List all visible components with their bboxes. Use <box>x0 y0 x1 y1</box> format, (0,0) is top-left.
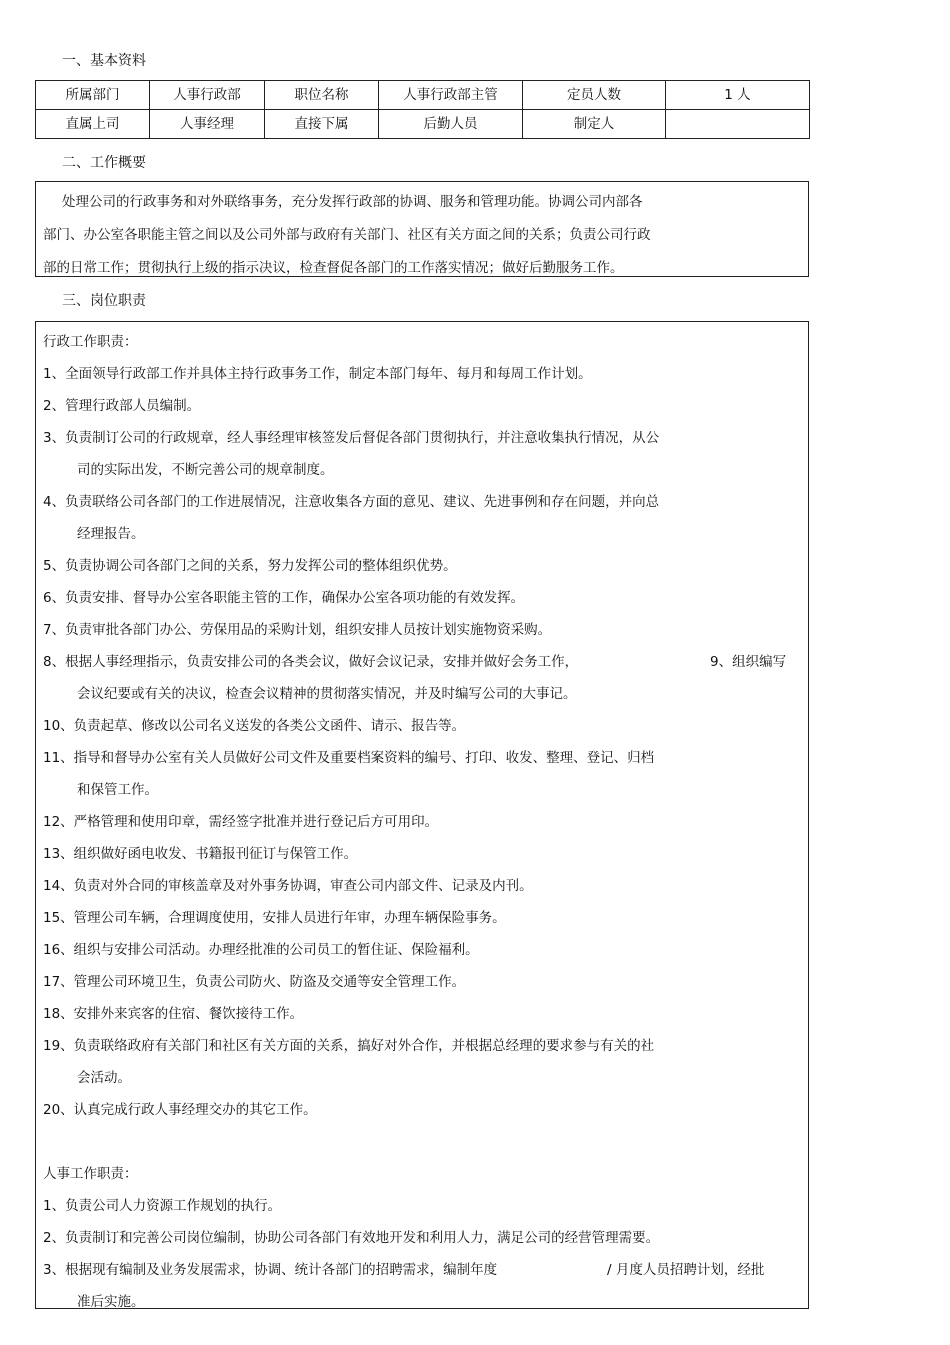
duty-item: 4、负责联络公司各部门的工作进展情况，注意收集各方面的意见、建议、先进事例和存在问题，并向总 <box>43 494 660 510</box>
duty-item: 17、管理公司环境卫生，负责公司防火、防盗及交通等安全管理工作。 <box>43 974 466 990</box>
table-cell: 所属部门 <box>36 81 150 110</box>
overview-line: 部的日常工作；贯彻执行上级的指示决议，检查督促各部门的工作落实情况；做好后勤服务工作。 <box>43 260 624 276</box>
duty-item: 18、安排外来宾客的住宿、餐饮接待工作。 <box>43 1006 304 1022</box>
table-cell: 定员人数 <box>523 81 666 110</box>
duty-item-continuation: 司的实际出发，不断完善公司的规章制度。 <box>77 462 334 478</box>
duty-item-continuation: 准后实施。 <box>77 1294 145 1310</box>
admin-duties-heading: 行政工作职责： <box>43 334 138 350</box>
table-cell: 职位名称 <box>265 81 379 110</box>
hr-duties-heading: 人事工作职责： <box>43 1166 138 1182</box>
duty-item: 14、负责对外合同的审核盖章及对外事务协调，审查公司内部文件、记录及内刊。 <box>43 878 533 894</box>
table-cell: 人事行政部主管 <box>379 81 523 110</box>
duty-item: 10、负责起草、修改以公司名义送发的各类公文函件、请示、报告等。 <box>43 718 466 734</box>
duty-item: 2、管理行政部人员编制。 <box>43 398 201 414</box>
duty-item: 19、负责联络政府有关部门和社区有关方面的关系，搞好对外合作，并根据总经理的要求参与有关的社 <box>43 1038 655 1054</box>
table-cell: 人事经理 <box>150 110 265 139</box>
table-cell: 直接下属 <box>265 110 379 139</box>
duty-item: 9、组织编写 <box>710 654 787 670</box>
duty-item: 1、负责公司人力资源工作规划的执行。 <box>43 1198 282 1214</box>
table-cell <box>666 110 810 139</box>
duty-item: 1、全面领导行政部工作并具体主持行政事务工作，制定本部门每年、每月和每周工作计划。 <box>43 366 592 382</box>
table-cell: 直属上司 <box>36 110 150 139</box>
duty-item: 16、组织与安排公司活动。办理经批准的公司员工的暂住证、保险福利。 <box>43 942 479 958</box>
table-cell: 人事行政部 <box>150 81 265 110</box>
duty-item: / 月度人员招聘计划，经批 <box>607 1262 765 1278</box>
duty-item: 7、负责审批各部门办公、劳保用品的采购计划，组织安排人员按计划实施物资采购。 <box>43 622 552 638</box>
duty-item: 3、负责制订公司的行政规章，经人事经理审核签发后督促各部门贯彻执行，并注意收集执行情况，从公 <box>43 430 660 446</box>
duty-item: 2、负责制订和完善公司岗位编制，协助公司各部门有效地开发和利用人力，满足公司的经营管理需要。 <box>43 1230 660 1246</box>
duty-item-continuation: 和保管工作。 <box>77 782 158 798</box>
basic-info-table <box>35 80 810 139</box>
duty-item-continuation: 会议纪要或有关的决议，检查会议精神的贯彻落实情况，并及时编写公司的大事记。 <box>77 686 577 702</box>
duty-item: 3、根据现有编制及业务发展需求，协调、统计各部门的招聘需求，编制年度 <box>43 1262 498 1278</box>
duty-item: 20、认真完成行政人事经理交办的其它工作。 <box>43 1102 317 1118</box>
section-title-basic-info: 一、基本资料 <box>62 53 146 69</box>
table-row <box>36 110 810 139</box>
duty-item: 13、组织做好函电收发、书籍报刊征订与保管工作。 <box>43 846 358 862</box>
duty-item-continuation: 会活动。 <box>77 1070 131 1086</box>
section-title-duties: 三、岗位职责 <box>62 293 146 309</box>
table-cell: 1 人 <box>666 81 810 110</box>
section-title-overview: 二、工作概要 <box>62 155 146 171</box>
table-cell: 后勤人员 <box>379 110 523 139</box>
duty-item-continuation: 经理报告。 <box>77 526 145 542</box>
overview-line: 部门、办公室各职能主管之间以及公司外部与政府有关部门、社区有关方面之间的关系；负责公司行政 <box>43 227 651 243</box>
table-row <box>36 81 810 110</box>
duty-item: 15、管理公司车辆，合理调度使用，安排人员进行年审，办理车辆保险事务。 <box>43 910 506 926</box>
duty-item: 11、指导和督导办公室有关人员做好公司文件及重要档案资料的编号、打印、收发、整理、登记、归档 <box>43 750 655 766</box>
duty-item: 8、根据人事经理指示，负责安排公司的各类会议，做好会议记录，安排并做好会务工作， <box>43 654 579 670</box>
duty-item: 5、负责协调公司各部门之间的关系，努力发挥公司的整体组织优势。 <box>43 558 457 574</box>
duty-item: 12、严格管理和使用印章，需经签字批准并进行登记后方可用印。 <box>43 814 439 830</box>
table-cell: 制定人 <box>523 110 666 139</box>
overview-line: 处理公司的行政事务和对外联络事务，充分发挥行政部的协调、服务和管理功能。协调公司内部各 <box>62 194 643 210</box>
duty-item: 6、负责安排、督导办公室各职能主管的工作，确保办公室各项功能的有效发挥。 <box>43 590 525 606</box>
